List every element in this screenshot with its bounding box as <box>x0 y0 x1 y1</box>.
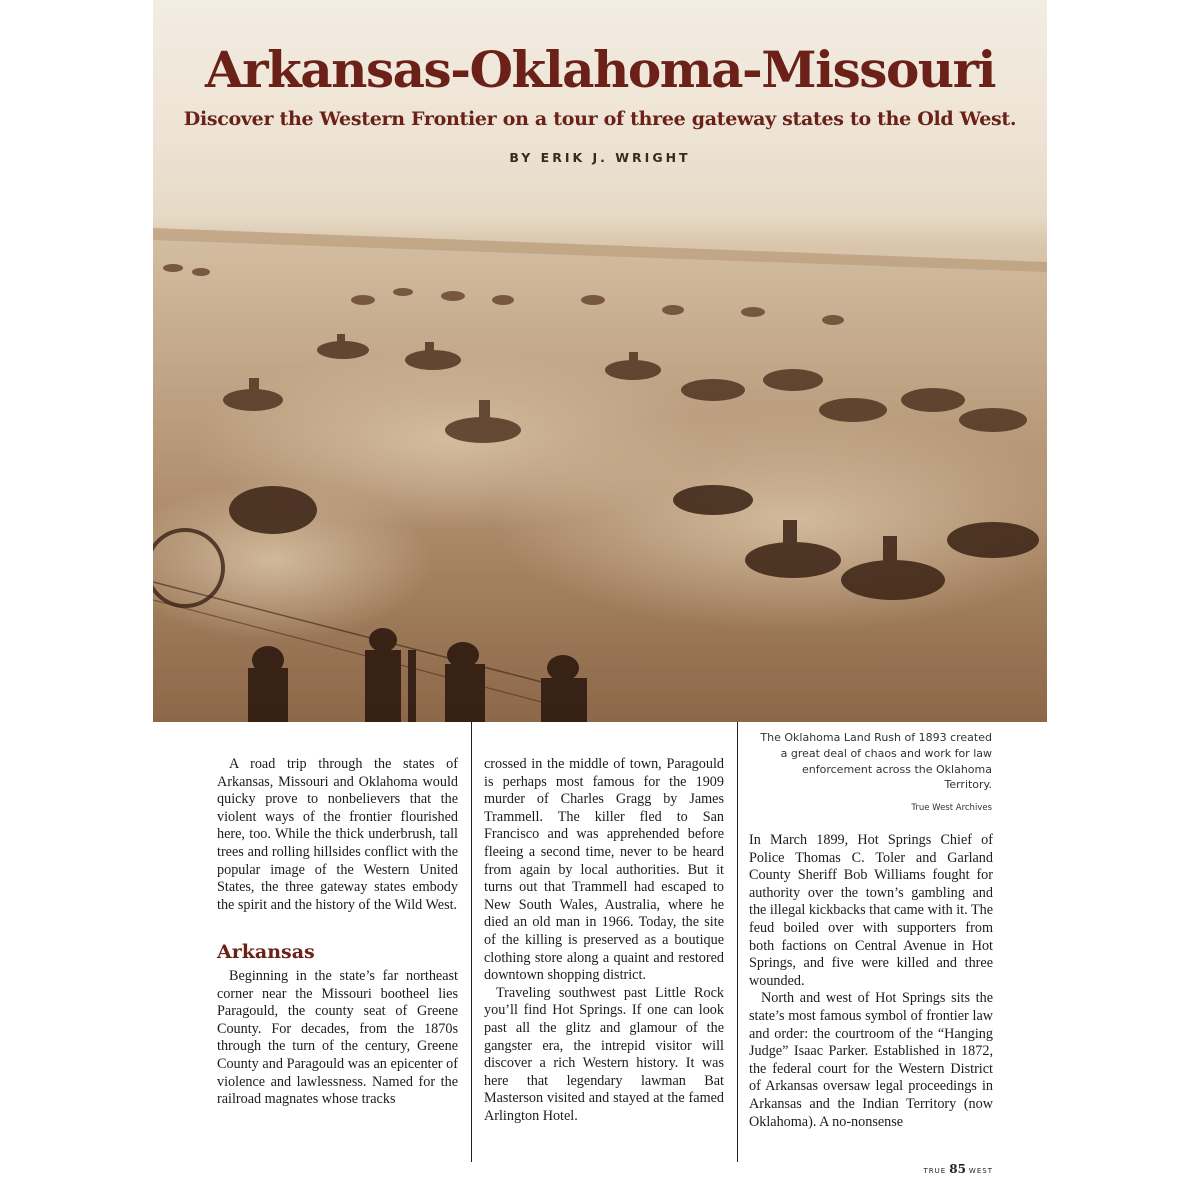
magazine-page <box>153 0 1047 1200</box>
hero-photo-area <box>153 0 1047 722</box>
text-column-2 <box>484 756 724 1125</box>
photo-caption: The Oklahoma Land Rush of 1893 created a great deal of chaos and work for law enforcement across the Oklahoma Territory. <box>760 731 992 792</box>
magazine-name-right: WEST <box>968 1167 993 1175</box>
body-paragraph: Traveling southwest past Little Rock you’ll find Hot Springs. If one can look past all the glitz and glamour of the gangster era, the intrepid visitor will discover a rich Western history. It was here that legendary lawman Bat Masterson visited and stayed at the famed Arlington Hotel. <box>484 984 724 1124</box>
magazine-name-left: TRUE <box>923 1167 947 1175</box>
text-column-3 <box>749 832 993 1131</box>
intro-paragraph: A road trip through the states of Arkansas, Missouri and Oklahoma would quicky prove to nonbelievers that the violent ways of the frontier flourished here, too. While the thick underbrush, tall trees and rolling hillsides conflict with the popular image of the Western United States, the three gateway states embody the spirit and the history of the Wild West. <box>217 756 458 913</box>
article-byline: BY ERIK J. WRIGHT <box>509 150 691 165</box>
photo-credit: True West Archives <box>911 803 992 813</box>
body-paragraph: In March 1899, Hot Springs Chief of Police Thomas C. Toler and Garland County Sheriff Bob Williams fought for authority over the town’s gambling and the illegal kickbacks that came with it. The feud boiled over with supporters from both factions on Central Avenue in Hot Springs, and five were killed and three wounded. <box>749 832 993 989</box>
column-divider <box>471 722 472 1162</box>
text-column-1 <box>217 756 458 1109</box>
article-subtitle: Discover the Western Frontier on a tour of three gateway states to the Old West. <box>183 108 1017 130</box>
page-number: 85 <box>949 1162 966 1176</box>
article-title: Arkansas-Oklahoma-Missouri <box>204 40 995 99</box>
body-paragraph: North and west of Hot Springs sits the state’s most famous symbol of frontier law and order: the courtroom of the “Hanging Judge” Isaac Parker. Established in 1872, the federal court for the Western District of Arkansas oversaw legal proceedings in Arkansas and the Indian Territory (now Oklahoma). A no-nonsense <box>749 990 993 1130</box>
page-folio <box>873 1162 993 1176</box>
body-paragraph: Beginning in the state’s far northeast corner near the Missouri bootheel lies Paragould, the county seat of Greene County. For decades, from the 1870s through the turn of the century, Greene County and Paragould was an epicenter of violence and lawlessness. Named for the railroad magnates whose tracks <box>217 967 458 1108</box>
section-heading-arkansas: Arkansas <box>217 941 315 964</box>
column-divider <box>737 722 738 1162</box>
body-paragraph: crossed in the middle of town, Paragould is perhaps most famous for the 1909 murder of Charles Gragg by James Trammell. The killer fled to San Francisco and was apprehended before fleeing a second time, never to be heard from again by local authorities. But it turns out that Trammell had escaped to New South Wales, Australia, where he died an old man in 1966. Today, the site of the killing is preserved as a boutique clothing store along a quaint and restored downtown shopping district. <box>484 756 724 984</box>
